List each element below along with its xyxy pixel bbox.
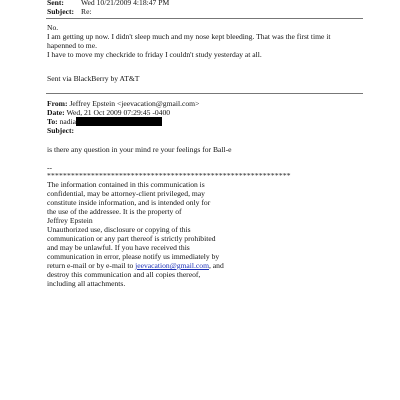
- date-row: [47, 108, 170, 117]
- separator-dashes: --: [47, 163, 53, 172]
- disclaimer-line-4: the use of the addressee. It is the property of: [47, 207, 182, 216]
- sent-row: [47, 0, 169, 7]
- date-label: Date:: [47, 108, 65, 117]
- reply-signature: Sent via BlackBerry by AT&T: [47, 74, 140, 83]
- from-value: Jeffrey Epstein <jeevacation@gmail.com>: [69, 99, 200, 108]
- sent-label: Sent:: [47, 0, 64, 7]
- disclaimer-line-3: constitute inside information, and is intended only for: [47, 198, 211, 207]
- original-message: is there any question in your mind re your feelings for Ball-e: [47, 145, 232, 154]
- disclaimer-line-2: confidential, may be attorney-client privileged, may: [47, 189, 205, 198]
- subject-row: [47, 7, 92, 16]
- to-value: nadia: [59, 117, 77, 126]
- disclaimer-line-10: [47, 261, 224, 270]
- from-label: From:: [47, 99, 68, 108]
- quote-divider: [46, 93, 363, 94]
- reply-line-4: I have to move my checkride to friday I couldn't study yesterday at all.: [47, 50, 262, 59]
- separator-stars: *************************************************************: [47, 171, 291, 180]
- subject-label: Subject:: [47, 7, 74, 16]
- disclaimer-line-12: including all attachments.: [47, 279, 126, 288]
- email-link[interactable]: jeevacation@gmail.com: [135, 261, 209, 270]
- date-value: Wed, 21 Oct 2009 07:29:45 -0400: [66, 108, 171, 117]
- from-row: [47, 99, 199, 108]
- to-row: [47, 117, 162, 126]
- disclaimer-line-8: and may be unlawful. If you have received this: [47, 243, 190, 252]
- reply-line-1: No.: [47, 23, 59, 32]
- header-divider: [46, 18, 363, 19]
- disclaimer-line-6: Unauthorized use, disclosure or copying of this: [47, 225, 191, 234]
- reply-line-3: hapenned to me.: [47, 41, 97, 50]
- disclaimer-line-10-prefix: return e-mail or by e-mail to: [47, 261, 136, 270]
- disclaimer-line-1: The information contained in this communication is: [47, 180, 205, 189]
- to-label: To:: [47, 117, 58, 126]
- disclaimer-line-7: communication or any part thereof is strictly prohibited: [47, 234, 216, 243]
- disclaimer-line-5: Jeffrey Epstein: [47, 216, 93, 225]
- orig-subject-row: [47, 126, 74, 135]
- reply-line-2: I am getting up now. I didn't sleep much and my nose kept bleeding. That was the first time it: [47, 32, 331, 41]
- disclaimer-line-9: communication in error, please notify us immediately by: [47, 252, 220, 261]
- disclaimer-line-11: destroy this communication and all copies thereof,: [47, 270, 201, 279]
- sent-value: Wed 10/21/2009 4:18:47 PM: [81, 0, 170, 7]
- subject-value: Re:: [81, 7, 92, 16]
- orig-subject-label: Subject:: [47, 126, 74, 135]
- disclaimer-line-10-suffix: , and: [208, 261, 224, 270]
- redaction-box: [76, 117, 162, 126]
